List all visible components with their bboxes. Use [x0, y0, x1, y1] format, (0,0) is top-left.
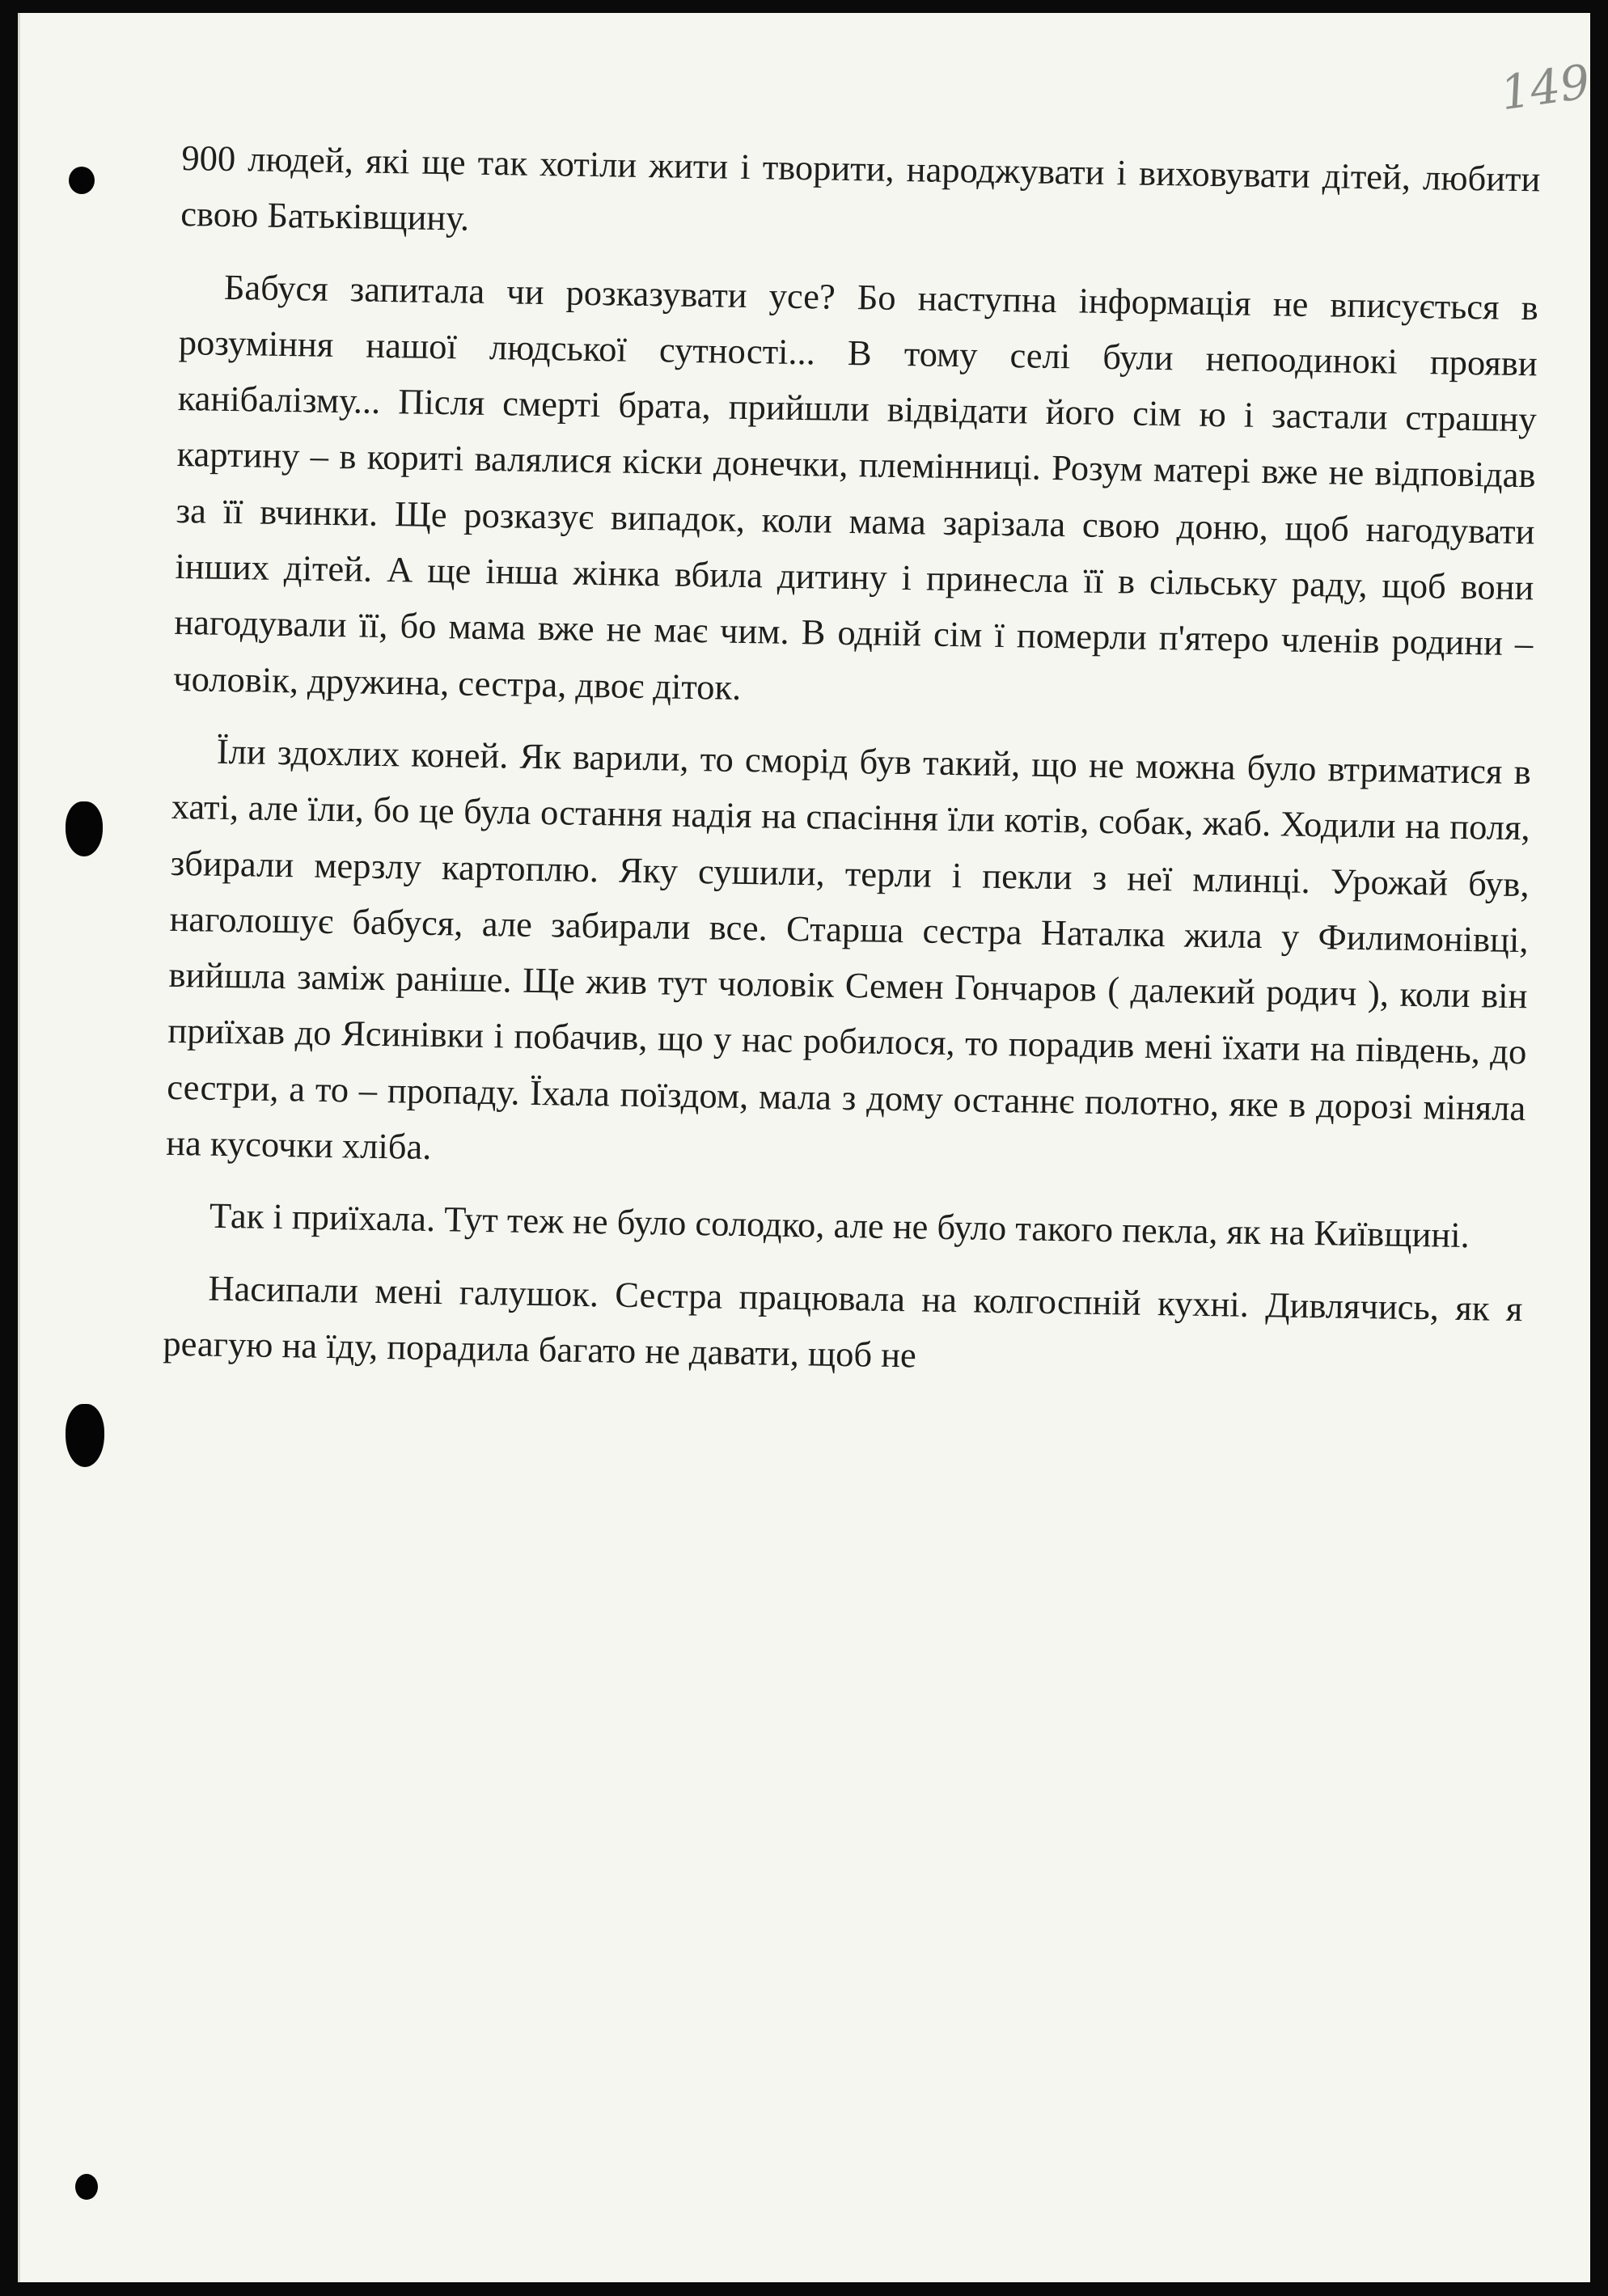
punch-hole	[66, 1404, 104, 1467]
paragraph: 900 людей, які ще так хотіли жити і творити, народжувати і виховувати дітей, любити свою Батьківщину.	[180, 137, 1541, 239]
paragraph: Їли здохлих коней. Як варили, то сморід був такий, що не можна було втриматися в хаті, але їли, бо це була остання надія на спасіння їли котів, собак, жаб. Ходили на поля, збирали мерзлу картоплю. Яку сушили, терли і пекли з неї млинці. Урожай був, наголошує бабуся, але забирали все. Старша сестра Наталка жила у Филимонівці, вийшла заміж раніше. Ще жив тут чоловік Семен Гончаров ( далекий родич ), коли він приїхав до Ясинівки і побачив, що у нас робилося, то порадив мені їхати на південь, до сестри, а то – пропаду. Їхала поїздом, мала з дому останнє полотно, яке в дорозі міняла на кусочки хліба.	[165, 730, 1532, 1168]
page-number: 149	[1496, 53, 1593, 121]
document-page	[18, 13, 1593, 2282]
paragraph: Бабуся запитала чи розказувати усе? Бо наступна інформація не вписується в розуміння нашої людської сутності... В тому селі були непоодинокі прояви канібалізму... Після смерті брата, прийшли відвідати його сім ю і застали страшну картину – в кориті валялися кіски донечки, племінниці. Розум матері вже не відповідав за її вчинки. Ще розказує випадок, коли мама зарізала свою доню, щоб нагодувати інших дітей. А ще інша жінка вбила дитину і принесла її в сільську раду, щоб вони нагодували її, бо мама вже не має чим. В одній сім ї померли п'ятеро членів родини – чоловік, дружина, сестра, двоє діток.	[172, 266, 1539, 708]
paragraph: Насипали мені галушок. Сестра працювала на колгоспній кухні. Дивлячись, як я реагую на їду, порадила багато не давати, щоб не	[163, 1267, 1523, 1376]
punch-hole	[66, 801, 103, 856]
document-body	[163, 130, 1541, 1409]
paragraph: Так і приїхала. Тут теж не було солодко, але не було такого пекла, як на Київщині.	[209, 1195, 1470, 1256]
punch-hole	[75, 2174, 98, 2200]
punch-hole	[69, 167, 95, 194]
